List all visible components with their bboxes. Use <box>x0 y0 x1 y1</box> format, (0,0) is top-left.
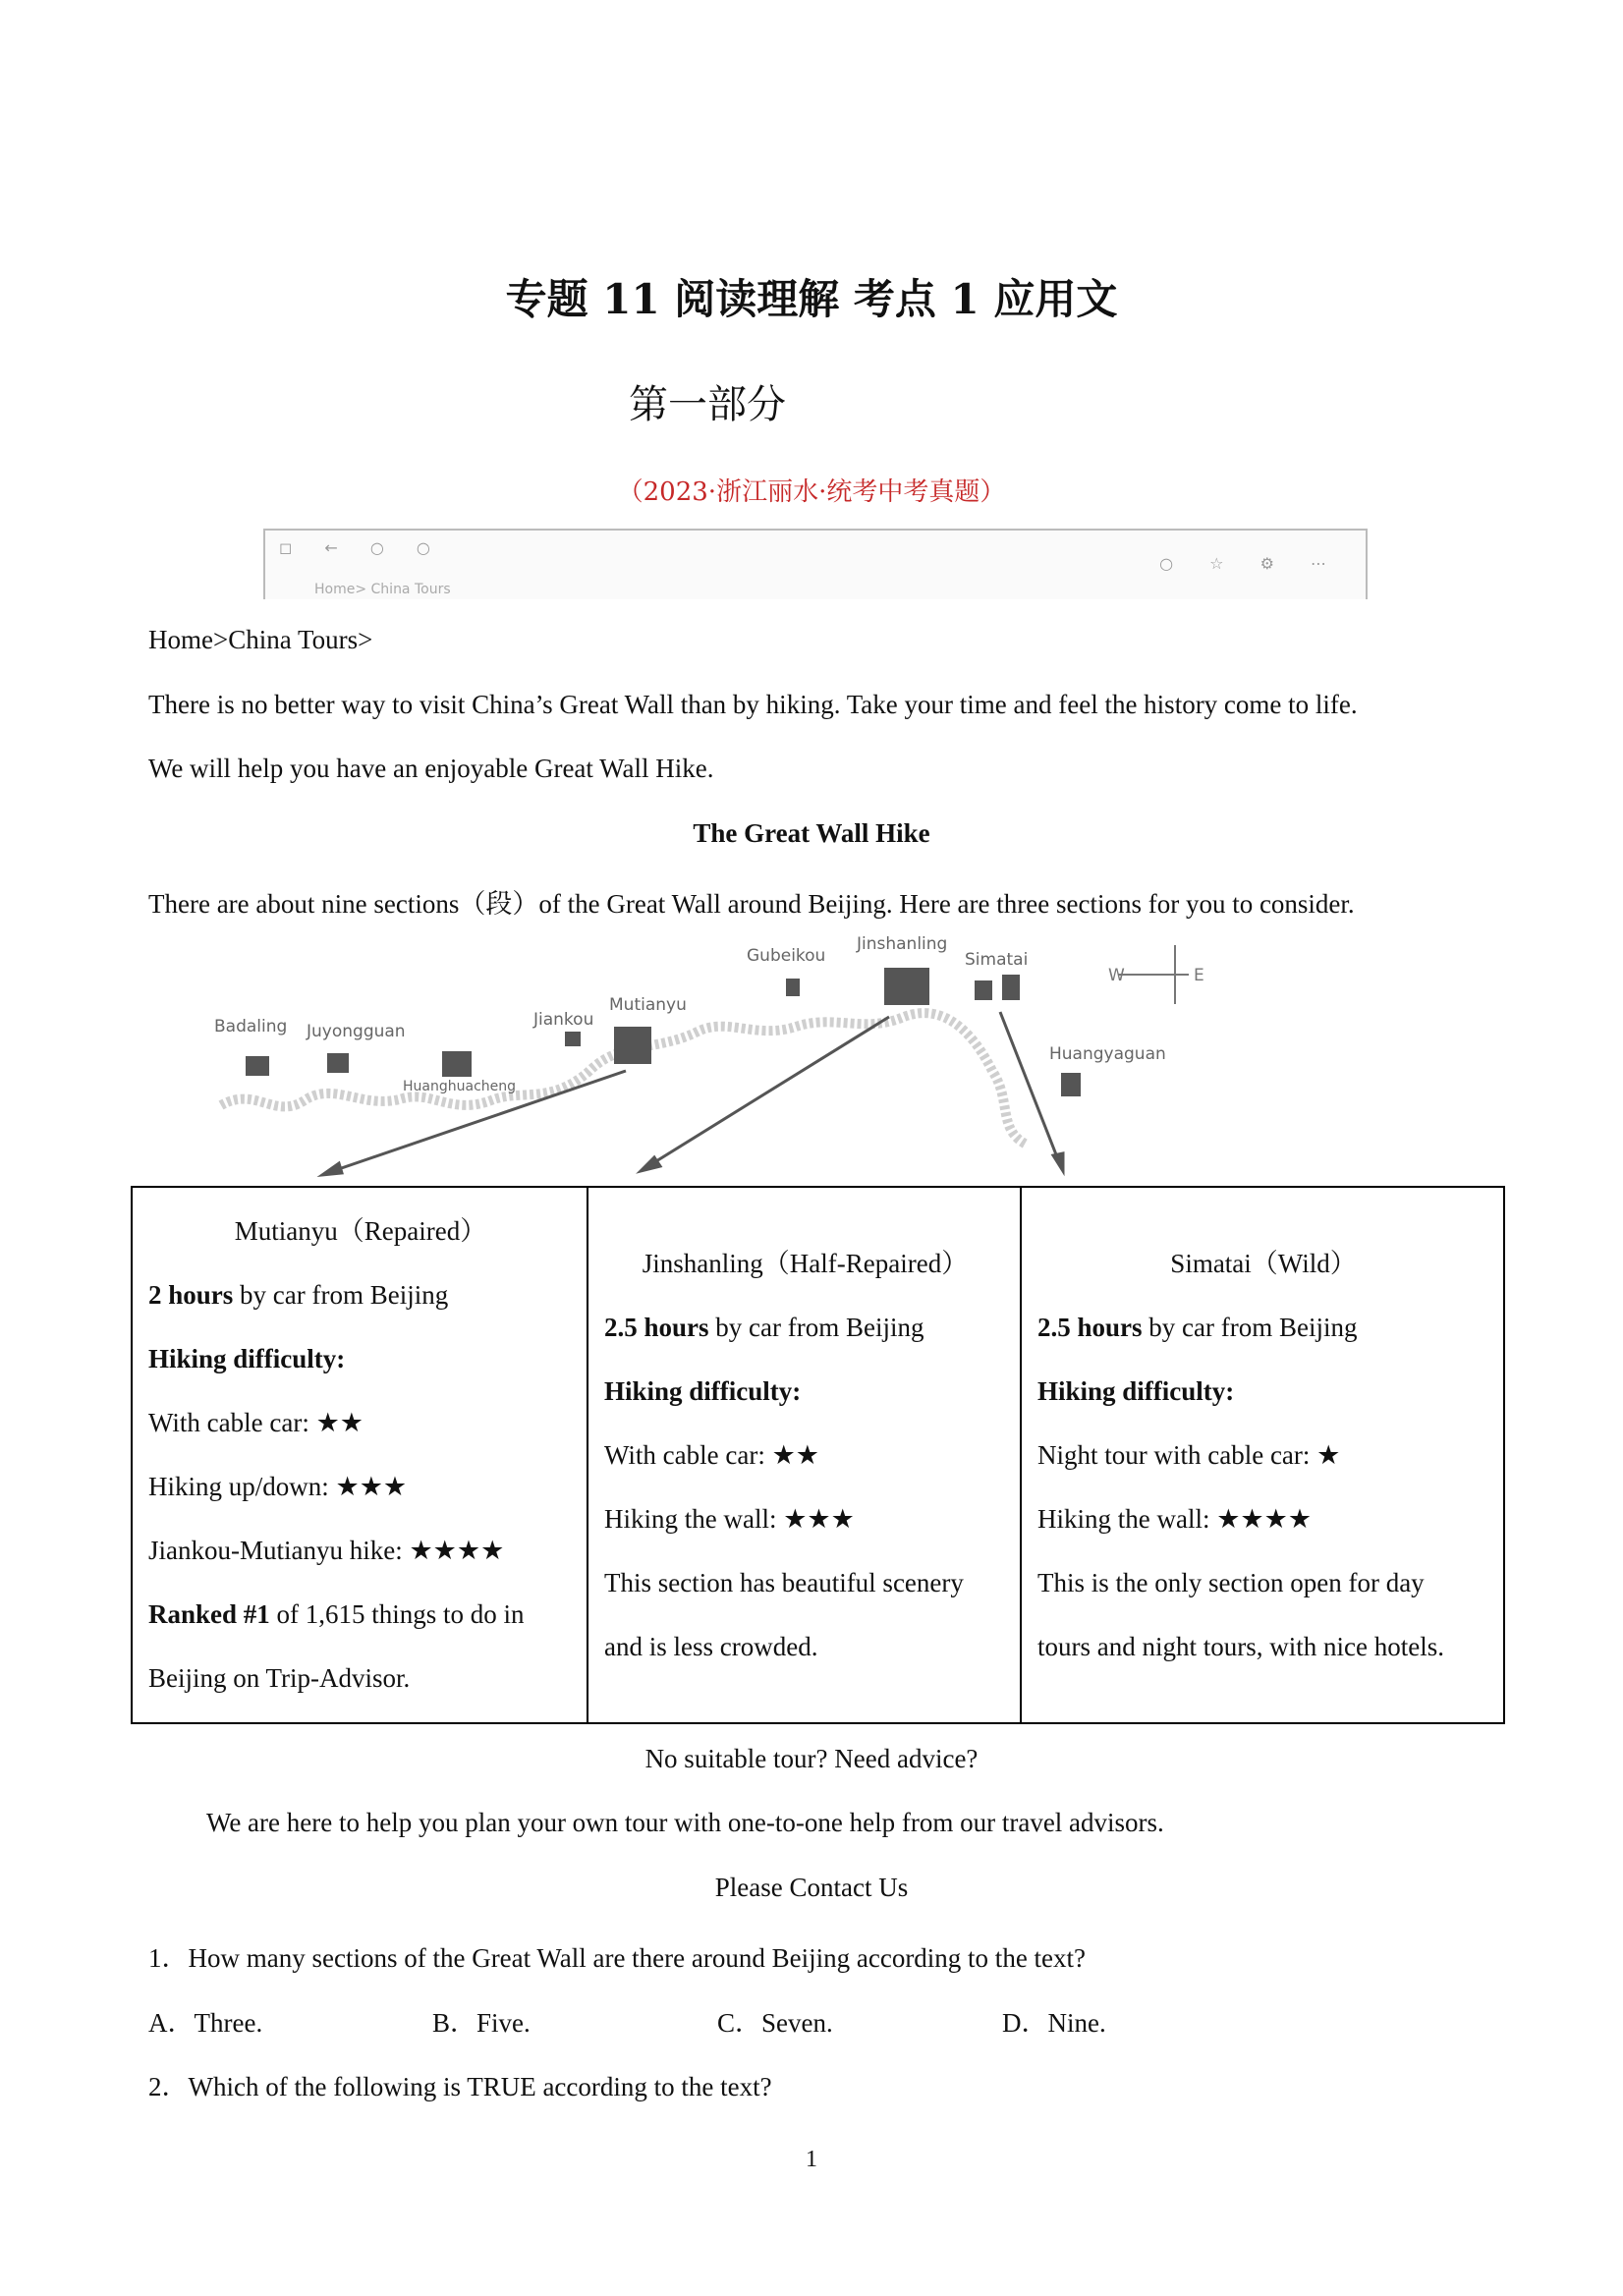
intro-paragraph-2: We will help you have an enjoyable Great Wall Hike. <box>148 754 714 783</box>
arrow-head-simatai <box>1053 1153 1063 1171</box>
tour-time: 2 hours by car from Beijing <box>148 1280 449 1310</box>
browser-screenshot-strip <box>263 529 1368 599</box>
fort-icon-huangyaguan <box>1061 1073 1081 1096</box>
tour-name: Simatai（Wild） <box>1170 1248 1357 1278</box>
compass-east: E <box>1194 966 1204 985</box>
browser-controls: ◻ ← ○ ○ <box>279 538 444 557</box>
fort-icon-gubeikou <box>786 979 800 996</box>
browser-breadcrumb: Home> China Tours <box>314 582 451 597</box>
help-text: We are here to help you plan your own tour with one-to-one help from our travel advisors. <box>206 1808 1164 1837</box>
tour-name: Jinshanling（Half-Repaired） <box>642 1248 969 1278</box>
map-label-gubeikou: Gubeikou <box>747 946 826 966</box>
advice-text: No suitable tour? Need advice? <box>644 1744 979 1773</box>
map-label-simatai: Simatai <box>965 950 1029 970</box>
arrow-jinshanling <box>644 1017 889 1169</box>
compass-icon <box>1108 945 1204 1004</box>
tour-line: This is the only section open for day <box>1037 1567 1425 1597</box>
fort-icon-simatai-1 <box>975 980 992 1000</box>
tour-cell-mutianyu <box>132 1187 588 1723</box>
option-a[interactable]: A．Three. <box>148 2008 263 2038</box>
tour-line: Hiking the wall: ★★★★ <box>1037 1503 1313 1534</box>
tour-line: tours and night tours, with nice hotels. <box>1037 1631 1444 1661</box>
arrow-simatai <box>1000 1012 1061 1167</box>
arrow-head-jinshanling <box>641 1157 660 1171</box>
question-2: 2．Which of the following is TRUE according to the text? <box>148 2072 772 2101</box>
map-label-badaling: Badaling <box>214 1017 288 1036</box>
option-d[interactable]: D．Nine. <box>1002 2008 1106 2038</box>
tour-rank-cont: Beijing on Trip-Advisor. <box>148 1663 411 1693</box>
tour-line: Jiankou-Mutianyu hike: ★★★★ <box>148 1536 505 1565</box>
fort-icon-mutianyu <box>614 1027 651 1064</box>
map-label-jiankou: Jiankou <box>533 1010 594 1030</box>
fort-icon-jiankou <box>565 1032 581 1046</box>
tour-line: Hiking up/down: ★★★ <box>148 1472 408 1501</box>
great-wall-map <box>196 924 1277 1184</box>
tour-name: Mutianyu（Repaired） <box>234 1216 487 1246</box>
tour-line: and is less crowded. <box>604 1631 818 1661</box>
page-title: 专题 11 阅读理解 考点 1 应用文 <box>505 275 1118 323</box>
section-heading: The Great Wall Hike <box>693 818 930 848</box>
intro-paragraph-1: There is no better way to visit China’s Great Wall than by hiking. Take your time and feel the history come to life. <box>148 690 1358 719</box>
part-heading: 第一部分 <box>629 382 786 427</box>
difficulty-label: Hiking difficulty: <box>604 1375 802 1406</box>
compass-west: W <box>1108 966 1125 985</box>
arrow-head-mutianyu <box>322 1163 342 1175</box>
fort-icon-jinshanling <box>884 968 929 1005</box>
tour-line: This section has beautiful scenery <box>604 1567 964 1597</box>
fort-icon-juyongguan <box>327 1053 349 1073</box>
exam-source: （2023·浙江丽水·统考中考真题） <box>617 477 1006 507</box>
tour-line: Night tour with cable car: ★ <box>1037 1439 1341 1470</box>
breadcrumb: Home>China Tours> <box>148 625 373 654</box>
tour-cell-simatai <box>1021 1187 1504 1723</box>
sections-intro: There are about nine sections（段）of the Great Wall around Beijing. Here are three sections for you to consider. <box>148 889 1355 919</box>
tour-rank: Ranked #1 of 1,615 things to do in <box>148 1599 525 1629</box>
difficulty-label: Hiking difficulty: <box>148 1344 346 1373</box>
fort-icon-badaling <box>246 1056 269 1076</box>
option-b[interactable]: B．Five. <box>432 2008 531 2038</box>
tour-time: 2.5 hours by car from Beijing <box>1037 1312 1358 1342</box>
map-label-huanghuacheng: Huanghuacheng <box>403 1079 517 1094</box>
map-label-juyongguan: Juyongguan <box>307 1022 406 1041</box>
difficulty-label: Hiking difficulty: <box>1037 1375 1235 1406</box>
tours-table <box>131 1186 1505 1724</box>
tour-time: 2.5 hours by car from Beijing <box>604 1312 924 1342</box>
fort-icon-huanghuacheng <box>442 1051 472 1077</box>
tour-cell-jinshanling <box>588 1187 1021 1723</box>
tour-line: Hiking the wall: ★★★ <box>604 1503 855 1534</box>
tour-line: With cable car: ★★ <box>604 1439 819 1470</box>
option-c[interactable]: C．Seven. <box>717 2008 833 2038</box>
fort-icon-simatai-2 <box>1002 975 1020 1000</box>
tours-row <box>132 1187 1504 1723</box>
browser-toolbar-icons: ○ ☆ ⚙ ⋯ <box>1159 554 1342 573</box>
map-label-mutianyu: Mutianyu <box>609 995 687 1015</box>
map-label-huangyaguan: Huangyaguan <box>1049 1044 1166 1064</box>
tour-line: With cable car: ★★ <box>148 1408 364 1437</box>
map-label-jinshanling: Jinshanling <box>857 934 948 954</box>
contact-link[interactable]: Please Contact Us <box>714 1873 909 1902</box>
question-1: 1．How many sections of the Great Wall are there around Beijing according to the text? <box>148 1943 1087 1973</box>
page-number: 1 <box>806 2147 817 2172</box>
